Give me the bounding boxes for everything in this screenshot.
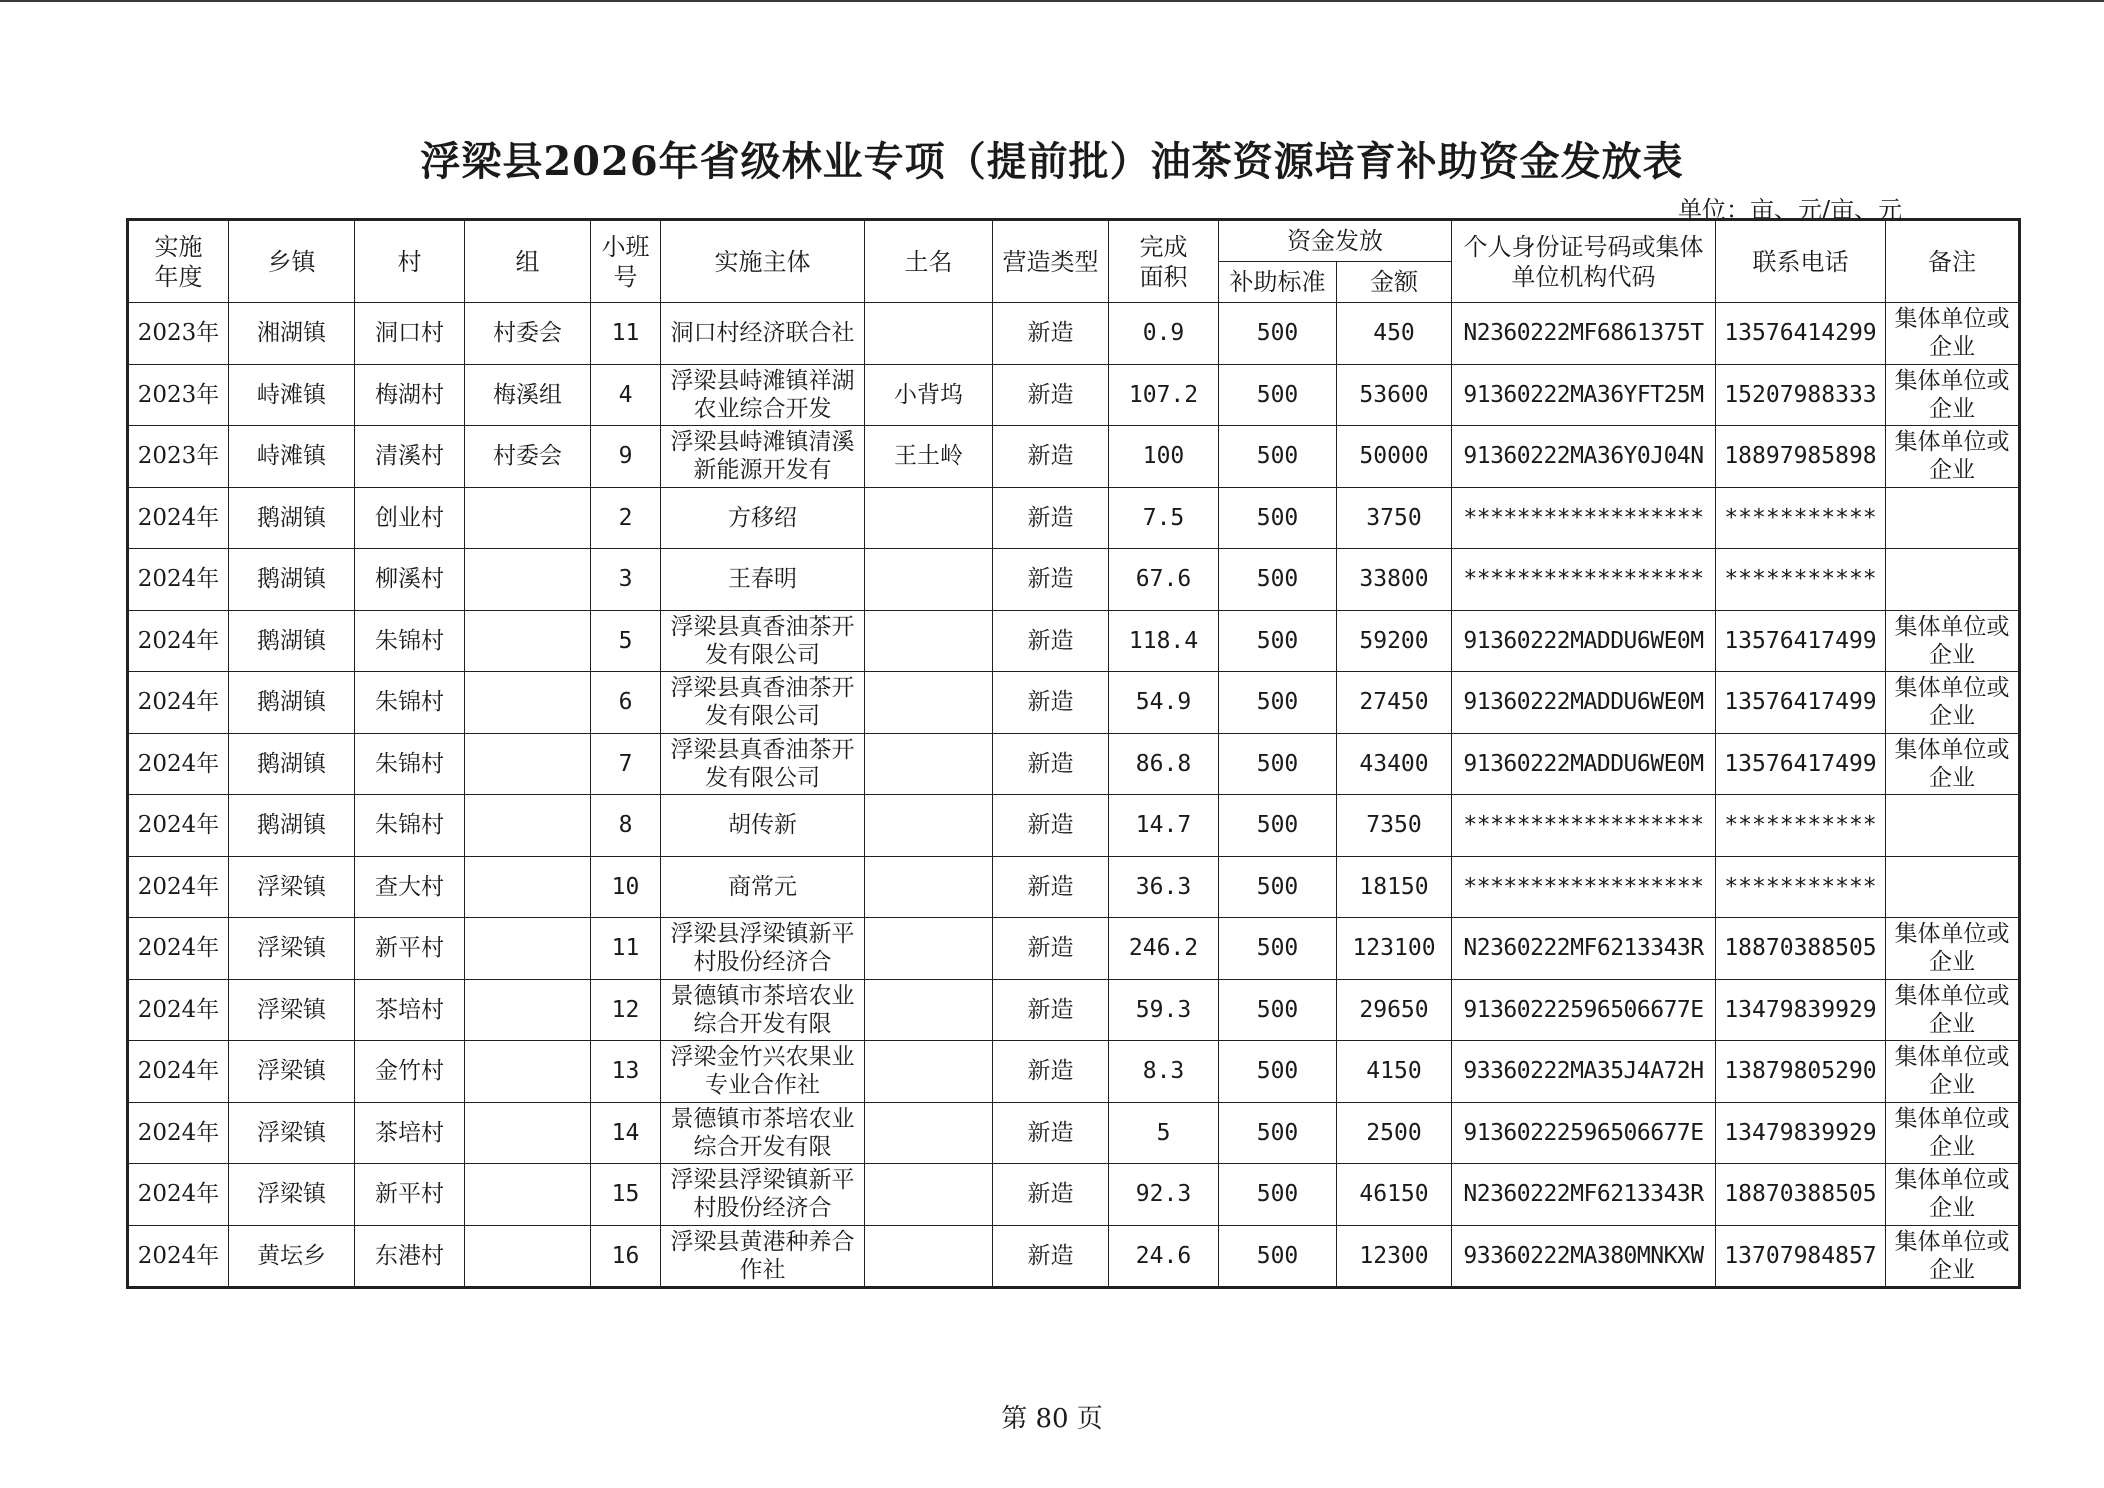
cell-note xyxy=(1886,1164,2020,1226)
table-row xyxy=(128,303,2020,365)
cell-plot: 12 xyxy=(591,979,661,1041)
cell-year: 2024年 xyxy=(128,918,229,980)
cell-entity-text: 浮梁县真香油茶开发有限公司 xyxy=(670,736,855,791)
cell-place xyxy=(865,1164,993,1226)
cell-group xyxy=(465,918,591,980)
cell-entity xyxy=(661,610,865,672)
cell-entity xyxy=(661,672,865,734)
cell-type: 新造 xyxy=(993,1102,1109,1164)
cell-place xyxy=(865,610,993,672)
table-row xyxy=(128,795,2020,857)
cell-amount: 2500 xyxy=(1337,1102,1452,1164)
cell-group xyxy=(465,979,591,1041)
cell-entity-text: 景德镇市茶培农业综合开发有限 xyxy=(670,1105,855,1160)
cell-type: 新造 xyxy=(993,733,1109,795)
cell-standard: 500 xyxy=(1219,1164,1337,1226)
cell-town: 浮梁镇 xyxy=(229,918,355,980)
cell-note-text: 集体单位或企业 xyxy=(1894,429,2010,484)
cell-place: 王土岭 xyxy=(865,426,993,488)
cell-plot: 7 xyxy=(591,733,661,795)
cell-phone: 13479839929 xyxy=(1716,979,1886,1041)
cell-year: 2024年 xyxy=(128,1164,229,1226)
cell-area: 14.7 xyxy=(1109,795,1219,857)
cell-entity-text: 浮梁县浮梁镇新平村股份经济合 xyxy=(670,1167,855,1222)
cell-note xyxy=(1886,303,2020,365)
cell-code: ****************** xyxy=(1452,795,1716,857)
col-year-header: 实施 年度 xyxy=(128,220,229,303)
cell-code: 93360222MA35J4A72H xyxy=(1452,1041,1716,1103)
cell-standard: 500 xyxy=(1219,733,1337,795)
cell-village: 朱锦村 xyxy=(355,610,465,672)
cell-standard: 500 xyxy=(1219,856,1337,918)
cell-entity-text: 方移绍 xyxy=(728,504,797,531)
cell-standard: 500 xyxy=(1219,303,1337,365)
table-row xyxy=(128,610,2020,672)
cell-place xyxy=(865,918,993,980)
cell-village: 朱锦村 xyxy=(355,795,465,857)
cell-town: 浮梁镇 xyxy=(229,1102,355,1164)
cell-plot: 2 xyxy=(591,487,661,549)
cell-town: 峙滩镇 xyxy=(229,426,355,488)
cell-type: 新造 xyxy=(993,487,1109,549)
col-note-header: 备注 xyxy=(1886,220,2020,303)
col-standard-header: 补助标准 xyxy=(1219,262,1337,303)
cell-area: 59.3 xyxy=(1109,979,1219,1041)
cell-village: 新平村 xyxy=(355,1164,465,1226)
cell-standard: 500 xyxy=(1219,979,1337,1041)
cell-entity-text: 浮梁县峙滩镇祥湖农业综合开发 xyxy=(670,367,855,422)
cell-entity xyxy=(661,426,865,488)
cell-note xyxy=(1886,549,2020,611)
cell-group xyxy=(465,733,591,795)
cell-entity xyxy=(661,1041,865,1103)
cell-town: 鹅湖镇 xyxy=(229,549,355,611)
cell-village: 茶培村 xyxy=(355,979,465,1041)
cell-type: 新造 xyxy=(993,303,1109,365)
cell-year: 2024年 xyxy=(128,856,229,918)
cell-note xyxy=(1886,856,2020,918)
cell-group xyxy=(465,1041,591,1103)
cell-place xyxy=(865,733,993,795)
cell-village: 查大村 xyxy=(355,856,465,918)
cell-area: 0.9 xyxy=(1109,303,1219,365)
cell-phone: 13879805290 xyxy=(1716,1041,1886,1103)
cell-type: 新造 xyxy=(993,672,1109,734)
table-row xyxy=(128,672,2020,734)
col-phone-header: 联系电话 xyxy=(1716,220,1886,303)
cell-area: 118.4 xyxy=(1109,610,1219,672)
page-number: 第 80 页 xyxy=(1001,1404,1103,1434)
cell-year: 2024年 xyxy=(128,1102,229,1164)
cell-type: 新造 xyxy=(993,1164,1109,1226)
table-row xyxy=(128,487,2020,549)
cell-plot: 15 xyxy=(591,1164,661,1226)
cell-village: 柳溪村 xyxy=(355,549,465,611)
cell-plot: 13 xyxy=(591,1041,661,1103)
top-border-line xyxy=(0,0,2104,2)
cell-year: 2024年 xyxy=(128,1041,229,1103)
cell-place xyxy=(865,487,993,549)
cell-area: 36.3 xyxy=(1109,856,1219,918)
cell-phone: 13479839929 xyxy=(1716,1102,1886,1164)
cell-village: 茶培村 xyxy=(355,1102,465,1164)
cell-note-text: 集体单位或企业 xyxy=(1894,306,2010,361)
cell-code: 91360222MA36Y0J04N xyxy=(1452,426,1716,488)
cell-phone: *********** xyxy=(1716,856,1886,918)
cell-year: 2024年 xyxy=(128,1225,229,1288)
cell-entity xyxy=(661,303,865,365)
cell-place xyxy=(865,672,993,734)
col-amount-header: 金额 xyxy=(1337,262,1452,303)
cell-note-text: 集体单位或企业 xyxy=(1894,982,2010,1037)
cell-note xyxy=(1886,426,2020,488)
cell-note-text: 集体单位或企业 xyxy=(1894,1105,2010,1160)
cell-code: N2360222MF6213343R xyxy=(1452,1164,1716,1226)
cell-area: 5 xyxy=(1109,1102,1219,1164)
cell-code: ****************** xyxy=(1452,549,1716,611)
cell-town: 浮梁镇 xyxy=(229,856,355,918)
cell-place xyxy=(865,795,993,857)
cell-entity-text: 浮梁县黄港种养合作社 xyxy=(670,1228,855,1283)
cell-phone: 15207988333 xyxy=(1716,364,1886,426)
col-group-header: 组 xyxy=(465,220,591,303)
cell-group xyxy=(465,856,591,918)
cell-place xyxy=(865,303,993,365)
table-row xyxy=(128,1164,2020,1226)
cell-code: 91360222MADDU6WE0M xyxy=(1452,672,1716,734)
col-plot-header: 小班 号 xyxy=(591,220,661,303)
cell-amount: 7350 xyxy=(1337,795,1452,857)
cell-town: 鹅湖镇 xyxy=(229,610,355,672)
cell-type: 新造 xyxy=(993,426,1109,488)
table-row xyxy=(128,1225,2020,1288)
cell-area: 92.3 xyxy=(1109,1164,1219,1226)
cell-group xyxy=(465,672,591,734)
cell-code: ****************** xyxy=(1452,487,1716,549)
unit-note: 单位：亩、元/亩、元 xyxy=(1678,196,1903,224)
cell-standard: 500 xyxy=(1219,610,1337,672)
table-row xyxy=(128,364,2020,426)
header-row xyxy=(128,220,2020,262)
cell-note-text: 集体单位或企业 xyxy=(1894,1044,2010,1099)
cell-village: 金竹村 xyxy=(355,1041,465,1103)
cell-year: 2023年 xyxy=(128,303,229,365)
cell-standard: 500 xyxy=(1219,426,1337,488)
cell-plot: 8 xyxy=(591,795,661,857)
cell-group xyxy=(465,610,591,672)
cell-place xyxy=(865,1225,993,1288)
cell-standard: 500 xyxy=(1219,1041,1337,1103)
cell-note-text: 集体单位或企业 xyxy=(1894,1228,2010,1283)
cell-year: 2024年 xyxy=(128,549,229,611)
cell-village: 洞口村 xyxy=(355,303,465,365)
cell-type: 新造 xyxy=(993,549,1109,611)
cell-group xyxy=(465,1225,591,1288)
cell-group xyxy=(465,549,591,611)
col-entity-header: 实施主体 xyxy=(661,220,865,303)
cell-entity xyxy=(661,733,865,795)
cell-plot: 14 xyxy=(591,1102,661,1164)
cell-code: 91360222MADDU6WE0M xyxy=(1452,733,1716,795)
cell-code: 93360222MA380MNKXW xyxy=(1452,1225,1716,1288)
cell-code: N2360222MF6861375T xyxy=(1452,303,1716,365)
cell-town: 湘湖镇 xyxy=(229,303,355,365)
cell-standard: 500 xyxy=(1219,1225,1337,1288)
cell-code: 91360222596506677E xyxy=(1452,1102,1716,1164)
cell-plot: 4 xyxy=(591,364,661,426)
col-area-header: 完成 面积 xyxy=(1109,220,1219,303)
cell-plot: 6 xyxy=(591,672,661,734)
cell-plot: 16 xyxy=(591,1225,661,1288)
cell-note-text: 集体单位或企业 xyxy=(1894,367,2010,422)
cell-year: 2024年 xyxy=(128,795,229,857)
cell-town: 峙滩镇 xyxy=(229,364,355,426)
cell-place xyxy=(865,1041,993,1103)
cell-entity-text: 景德镇市茶培农业综合开发有限 xyxy=(670,982,855,1037)
cell-group: 村委会 xyxy=(465,426,591,488)
cell-village: 朱锦村 xyxy=(355,672,465,734)
cell-village: 创业村 xyxy=(355,487,465,549)
cell-note xyxy=(1886,610,2020,672)
table-row xyxy=(128,1041,2020,1103)
cell-plot: 10 xyxy=(591,856,661,918)
cell-standard: 500 xyxy=(1219,795,1337,857)
cell-entity-text: 洞口村经济联合社 xyxy=(670,320,855,347)
cell-type: 新造 xyxy=(993,1041,1109,1103)
cell-note-text: 集体单位或企业 xyxy=(1894,921,2010,976)
cell-amount: 18150 xyxy=(1337,856,1452,918)
cell-amount: 50000 xyxy=(1337,426,1452,488)
cell-type: 新造 xyxy=(993,856,1109,918)
cell-entity xyxy=(661,1225,865,1288)
cell-year: 2024年 xyxy=(128,610,229,672)
cell-plot: 3 xyxy=(591,549,661,611)
cell-year: 2024年 xyxy=(128,733,229,795)
cell-town: 鹅湖镇 xyxy=(229,795,355,857)
cell-phone: 18897985898 xyxy=(1716,426,1886,488)
cell-phone: *********** xyxy=(1716,549,1886,611)
cell-amount: 27450 xyxy=(1337,672,1452,734)
document-title: 浮梁县2026年省级林业专项（提前批）油茶资源培育补助资金发放表 xyxy=(420,138,1684,185)
cell-entity-text: 商常元 xyxy=(728,873,797,900)
cell-group xyxy=(465,1164,591,1226)
cell-town: 鹅湖镇 xyxy=(229,672,355,734)
cell-amount: 46150 xyxy=(1337,1164,1452,1226)
cell-standard: 500 xyxy=(1219,672,1337,734)
cell-amount: 59200 xyxy=(1337,610,1452,672)
cell-code: 91360222MA36YFT25M xyxy=(1452,364,1716,426)
table-row xyxy=(128,426,2020,488)
cell-type: 新造 xyxy=(993,979,1109,1041)
cell-type: 新造 xyxy=(993,918,1109,980)
table-row xyxy=(128,1102,2020,1164)
cell-type: 新造 xyxy=(993,795,1109,857)
cell-entity xyxy=(661,856,865,918)
cell-note xyxy=(1886,487,2020,549)
cell-town: 鹅湖镇 xyxy=(229,733,355,795)
cell-place xyxy=(865,979,993,1041)
col-town-header: 乡镇 xyxy=(229,220,355,303)
cell-place xyxy=(865,1102,993,1164)
col-village-header: 村 xyxy=(355,220,465,303)
cell-entity xyxy=(661,364,865,426)
cell-note xyxy=(1886,672,2020,734)
cell-note xyxy=(1886,979,2020,1041)
cell-amount: 3750 xyxy=(1337,487,1452,549)
cell-type: 新造 xyxy=(993,610,1109,672)
cell-note xyxy=(1886,1102,2020,1164)
cell-area: 107.2 xyxy=(1109,364,1219,426)
cell-amount: 4150 xyxy=(1337,1041,1452,1103)
cell-village: 新平村 xyxy=(355,918,465,980)
cell-entity-text: 胡传新 xyxy=(728,812,797,839)
cell-village: 东港村 xyxy=(355,1225,465,1288)
cell-entity xyxy=(661,795,865,857)
cell-town: 浮梁镇 xyxy=(229,979,355,1041)
cell-entity-text: 浮梁县真香油茶开发有限公司 xyxy=(670,675,855,730)
cell-area: 86.8 xyxy=(1109,733,1219,795)
cell-standard: 500 xyxy=(1219,918,1337,980)
cell-group: 村委会 xyxy=(465,303,591,365)
cell-area: 100 xyxy=(1109,426,1219,488)
cell-note xyxy=(1886,918,2020,980)
cell-note xyxy=(1886,733,2020,795)
cell-amount: 53600 xyxy=(1337,364,1452,426)
cell-phone: 18870388505 xyxy=(1716,918,1886,980)
cell-amount: 33800 xyxy=(1337,549,1452,611)
cell-standard: 500 xyxy=(1219,364,1337,426)
table-body xyxy=(128,303,2020,1288)
cell-entity xyxy=(661,918,865,980)
col-funding-header: 资金发放 xyxy=(1219,220,1452,262)
cell-entity-text: 王春明 xyxy=(728,566,797,593)
cell-plot: 11 xyxy=(591,918,661,980)
cell-phone: 13576417499 xyxy=(1716,610,1886,672)
cell-village: 梅湖村 xyxy=(355,364,465,426)
cell-town: 浮梁镇 xyxy=(229,1164,355,1226)
cell-note-text: 集体单位或企业 xyxy=(1894,736,2010,791)
cell-year: 2024年 xyxy=(128,487,229,549)
cell-village: 朱锦村 xyxy=(355,733,465,795)
table-row xyxy=(128,549,2020,611)
cell-group xyxy=(465,487,591,549)
cell-area: 54.9 xyxy=(1109,672,1219,734)
cell-entity-text: 浮梁县真香油茶开发有限公司 xyxy=(670,613,855,668)
cell-year: 2023年 xyxy=(128,426,229,488)
cell-plot: 9 xyxy=(591,426,661,488)
table-row xyxy=(128,979,2020,1041)
cell-note xyxy=(1886,364,2020,426)
cell-entity-text: 浮梁县浮梁镇新平村股份经济合 xyxy=(670,921,855,976)
cell-note-text: 集体单位或企业 xyxy=(1894,675,2010,730)
cell-place xyxy=(865,549,993,611)
cell-area: 7.5 xyxy=(1109,487,1219,549)
cell-phone: 13576414299 xyxy=(1716,303,1886,365)
cell-amount: 29650 xyxy=(1337,979,1452,1041)
cell-phone: 13576417499 xyxy=(1716,672,1886,734)
cell-year: 2024年 xyxy=(128,672,229,734)
cell-amount: 12300 xyxy=(1337,1225,1452,1288)
cell-entity xyxy=(661,1164,865,1226)
cell-standard: 500 xyxy=(1219,1102,1337,1164)
cell-place: 小背坞 xyxy=(865,364,993,426)
cell-note xyxy=(1886,795,2020,857)
cell-standard: 500 xyxy=(1219,487,1337,549)
cell-phone: 13576417499 xyxy=(1716,733,1886,795)
cell-town: 鹅湖镇 xyxy=(229,487,355,549)
cell-code: 91360222MADDU6WE0M xyxy=(1452,610,1716,672)
cell-year: 2024年 xyxy=(128,979,229,1041)
cell-type: 新造 xyxy=(993,364,1109,426)
cell-plot: 11 xyxy=(591,303,661,365)
cell-amount: 450 xyxy=(1337,303,1452,365)
cell-code: N2360222MF6213343R xyxy=(1452,918,1716,980)
cell-entity-text: 浮梁县峙滩镇清溪新能源开发有 xyxy=(670,429,855,484)
cell-amount: 123100 xyxy=(1337,918,1452,980)
cell-town: 黄坛乡 xyxy=(229,1225,355,1288)
table-row xyxy=(128,918,2020,980)
cell-area: 246.2 xyxy=(1109,918,1219,980)
col-type-header: 营造类型 xyxy=(993,220,1109,303)
cell-amount: 43400 xyxy=(1337,733,1452,795)
cell-entity xyxy=(661,1102,865,1164)
cell-type: 新造 xyxy=(993,1225,1109,1288)
cell-entity xyxy=(661,979,865,1041)
cell-group xyxy=(465,795,591,857)
cell-group: 梅溪组 xyxy=(465,364,591,426)
cell-phone: 18870388505 xyxy=(1716,1164,1886,1226)
table-row xyxy=(128,856,2020,918)
cell-entity-text: 浮梁金竹兴农果业专业合作社 xyxy=(670,1044,855,1099)
cell-note-text: 集体单位或企业 xyxy=(1894,613,2010,668)
subsidy-table xyxy=(126,218,2021,1289)
cell-group xyxy=(465,1102,591,1164)
cell-area: 8.3 xyxy=(1109,1041,1219,1103)
cell-code: ****************** xyxy=(1452,856,1716,918)
cell-note xyxy=(1886,1041,2020,1103)
cell-village: 清溪村 xyxy=(355,426,465,488)
cell-standard: 500 xyxy=(1219,549,1337,611)
cell-town: 浮梁镇 xyxy=(229,1041,355,1103)
col-code-header: 个人身份证号码或集体 单位机构代码 xyxy=(1452,220,1716,303)
cell-plot: 5 xyxy=(591,610,661,672)
cell-area: 67.6 xyxy=(1109,549,1219,611)
cell-code: 91360222596506677E xyxy=(1452,979,1716,1041)
cell-note xyxy=(1886,1225,2020,1288)
cell-phone: 13707984857 xyxy=(1716,1225,1886,1288)
cell-area: 24.6 xyxy=(1109,1225,1219,1288)
table-row xyxy=(128,733,2020,795)
cell-note-text: 集体单位或企业 xyxy=(1894,1167,2010,1222)
cell-place xyxy=(865,856,993,918)
cell-phone: *********** xyxy=(1716,795,1886,857)
cell-phone: *********** xyxy=(1716,487,1886,549)
cell-entity xyxy=(661,549,865,611)
cell-entity xyxy=(661,487,865,549)
cell-year: 2023年 xyxy=(128,364,229,426)
col-place-header: 土名 xyxy=(865,220,993,303)
